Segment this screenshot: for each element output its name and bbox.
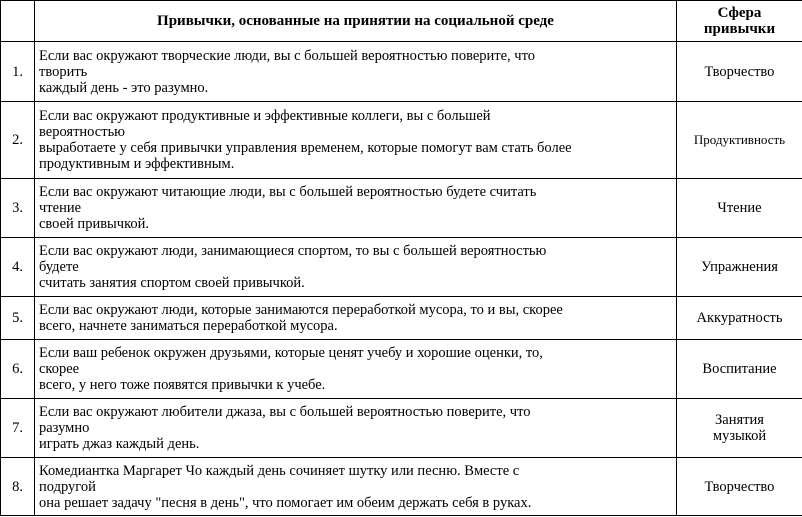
table-row [1, 297, 802, 340]
row-habit-text: Если вас окружают творческие люди, вы с большей вероятностью поверите, что творить каждый день - это разумно. [35, 42, 677, 102]
row-sphere: Творчество [677, 42, 802, 102]
row-number: 3. [1, 179, 35, 238]
table-row [1, 102, 802, 179]
row-number: 8. [1, 458, 35, 516]
row-sphere: Продуктивность [677, 102, 802, 179]
table-header-row [1, 1, 802, 42]
row-sphere: Упражнения [677, 238, 802, 297]
row-number: 7. [1, 399, 35, 458]
row-sphere: Чтение [677, 179, 802, 238]
row-sphere: Аккуратность [677, 297, 802, 340]
table-row [1, 399, 802, 458]
row-habit-text: Если вас окружают люди, занимающиеся спортом, то вы с большей вероятностью будете считать занятия спортом своей привычкой. [35, 238, 677, 297]
row-sphere: Творчество [677, 458, 802, 516]
header-sphere: Сфера привычки [677, 1, 802, 42]
table-row [1, 340, 802, 399]
table-row [1, 458, 802, 516]
row-number: 4. [1, 238, 35, 297]
row-number: 6. [1, 340, 35, 399]
row-sphere: Воспитание [677, 340, 802, 399]
table-row [1, 238, 802, 297]
row-habit-text: Комедиантка Маргарет Чо каждый день сочиняет шутку или песню. Вместе с подругой она решает задачу "песня в день", что помогает им обеим держать себя в руках. [35, 458, 677, 516]
header-num [1, 1, 35, 42]
row-habit-text: Если вас окружают продуктивные и эффективные коллеги, вы с большей вероятностью выработаете у себя привычки управления временем, которые помогут вам стать более продуктивным и эффективным. [35, 102, 677, 179]
row-sphere: Занятия музыкой [677, 399, 802, 458]
table-row [1, 179, 802, 238]
row-number: 1. [1, 42, 35, 102]
row-habit-text: Если вас окружают читающие люди, вы с большей вероятностью будете считать чтение своей привычкой. [35, 179, 677, 238]
row-number: 5. [1, 297, 35, 340]
row-habit-text: Если вас окружают любители джаза, вы с большей вероятностью поверите, что разумно играть джаз каждый день. [35, 399, 677, 458]
row-habit-text: Если ваш ребенок окружен друзьями, которые ценят учебу и хорошие оценки, то, скорее всего, у него тоже появятся привычки к учебе. [35, 340, 677, 399]
table-row [1, 42, 802, 102]
header-habit: Привычки, основанные на принятии на социальной среде [35, 1, 677, 42]
row-number: 2. [1, 102, 35, 179]
row-habit-text: Если вас окружают люди, которые занимаются переработкой мусора, то и вы, скорее всего, начнете заниматься переработкой мусора. [35, 297, 677, 340]
